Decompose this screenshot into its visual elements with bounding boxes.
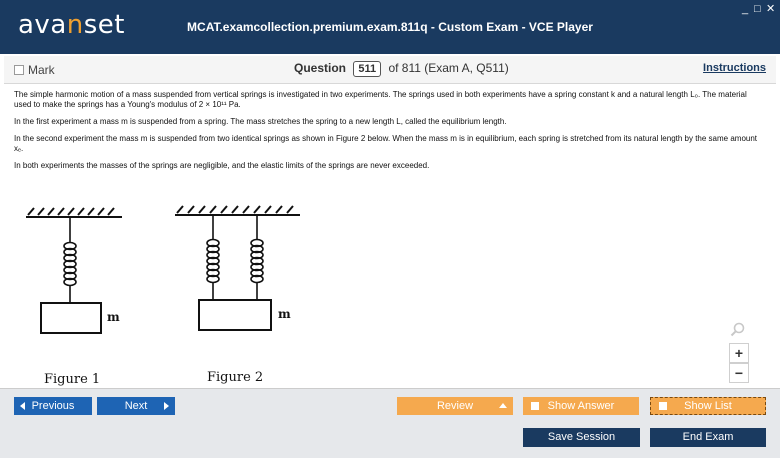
show-list-checkbox[interactable] [659,402,667,410]
close-button[interactable]: ✕ [766,3,776,15]
mark-checkbox[interactable] [14,65,24,75]
maximize-button[interactable]: □ [754,3,761,15]
figure2-left-spring [207,215,219,300]
figure2-mass [199,300,271,330]
figure2-caption: Figure 2 [207,370,264,385]
figure1-caption: Figure 1 [44,372,101,387]
show-answer-button[interactable] [523,397,639,415]
next-button[interactable] [97,397,175,415]
footer-toolbar [0,388,780,458]
show-answer-checkbox[interactable] [531,402,539,410]
arrow-right-icon [164,402,169,410]
figure1-spring [64,217,76,303]
spring-diagram [14,204,314,390]
figure1-ceiling [26,208,122,217]
question-number-input[interactable]: 511 [353,61,381,77]
title-bar [0,0,780,54]
minimize-button[interactable]: _ [742,3,749,15]
show-list-label: Show List [684,400,732,412]
end-exam-button[interactable]: End Exam [650,428,766,447]
review-label: Review [436,400,474,412]
triangle-up-icon [499,403,507,408]
logo-suffix: set [83,10,125,40]
figure1-mass [41,303,101,333]
next-label: Next [124,400,148,412]
question-paragraph-2: In the first experiment a mass m is suspended from a spring. The mass stretches the spring to a new length L, called the equilibrium length. [14,117,507,126]
previous-label: Previous [31,400,75,412]
figure2-ceiling [175,206,300,215]
logo-accent: n [66,10,84,40]
figure2-mass-label: m [278,307,291,321]
question-paragraph-4: In both experiments the masses of the springs are negligible, and the elastic limits of the springs are never exceeded. [14,161,430,170]
question-word: Question [294,61,347,75]
question-paragraph-1: The simple harmonic motion of a mass suspended from vertical springs is investigated in two experiments. The springs used in both experiments have a spring constant k and a natural length L₀. The material used to make the springs has a Young's modulus of 2 × 10¹¹ Pa. [14,90,747,109]
figure2-right-spring [251,215,263,300]
previous-button[interactable] [14,397,92,415]
save-session-button[interactable]: Save Session [523,428,640,447]
review-button[interactable] [397,397,513,415]
mark-label[interactable]: Mark [28,63,55,77]
figure1-mass-label: m [107,310,120,324]
logo-prefix: ava [18,10,67,40]
show-list-button[interactable] [650,397,766,415]
show-answer-label: Show Answer [547,400,615,412]
instructions-link[interactable]: Instructions [703,62,766,74]
zoom-in-button[interactable]: + [729,343,749,363]
arrow-left-icon [20,402,25,410]
spring-figures [14,204,314,390]
question-navigator [294,61,509,77]
question-header-bar [4,56,776,84]
question-paragraph-3: In the second experiment the mass m is suspended from two identical springs as shown in Figure 2 below. When the mass m is in equilibrium, each spring is stretched from its natural length by the same amount xₑ. [14,134,758,153]
zoom-out-button[interactable]: − [729,363,749,383]
question-count: of 811 (Exam A, Q511) [388,61,509,75]
magnifier-icon[interactable] [730,322,746,338]
window-title: MCAT.examcollection.premium.exam.811q - Custom Exam - VCE Player [187,20,593,34]
